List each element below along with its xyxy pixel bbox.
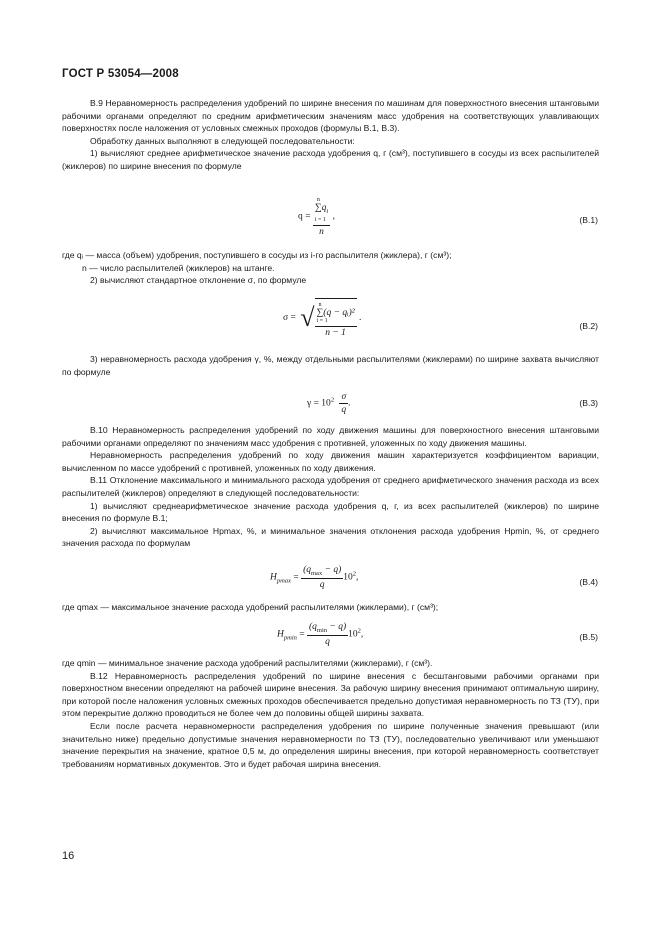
formula-lhs: γ = 10 [307,398,331,409]
page-number: 16 [62,850,75,862]
multiplier: 10 [343,572,353,583]
sqrt-icon: √ [300,303,315,332]
paragraph: n — число распылителей (жиклеров) на штанге. [82,262,275,273]
formula-punct: , [360,629,364,640]
paragraph: 2) вычисляют максимальное Hpmax, %, и минимальное значения отклонения расхода удобрения Hpmin, %, от среднего значения расхода по формулам [62,525,599,549]
paragraph: В.9 Неравномерность распределения удобрений по ширине внесения по машинам для поверхностного внесения штанговыми рабочими органами определяют по средним арифметическим значениям масс удобрения на соответствующих улавливающих поверхностях после наложения от условных смежных проходов (формулы В.1, В.3). [62,98,599,134]
numerator-subscript: min [316,626,328,634]
fraction [313,196,330,237]
formula-punct: , [356,572,359,583]
fraction [339,392,351,415]
numerator: σ [341,392,347,402]
multiplier: 10 [348,629,358,640]
section-b12 [62,657,599,770]
numerator-subscript: max [311,569,323,577]
sum-lower-limit: i = 1 [316,318,328,324]
paragraph: В.11 Отклонение максимального и минимального расхода удобрения от среднего арифметического значения расхода из всех распылителей (жиклеров) определяют в следующей последовательности: [62,475,599,498]
formula-lhs: H [277,629,284,640]
lhs-subscript: pmax [276,577,291,585]
sum-upper-limit: n [316,197,320,203]
paragraph: где qmax — максимальное значение расхода удобрений распылителями (жиклерами), г (см³); [62,602,439,612]
document-header: ГОСТ Р 53054—2008 [62,68,179,80]
formula-number: (В.2) [579,321,598,331]
formula-lhs: σ = [283,313,296,323]
paragraph: где qᵢ — масса (объем) удобрения, поступившего в сосуды из i-го распылителя (жиклера), г (см³); [62,250,452,260]
formula-b1 [298,196,335,237]
formula-number: (В.5) [579,632,598,642]
fraction [301,565,343,590]
paragraph: Неравномерность распределения удобрений по ходу движения машин характеризуется коэффициентом вариации, вычисленном по массе удобрений с противней, уложенных по ходу движения. [62,450,599,473]
fraction [307,622,348,647]
paragraph: 3) неравномерность расхода удобрения γ, %, между отдельными распылителями (жиклерами) по ширине захвата вычисляют по формуле [62,354,599,377]
sum-lower-limit: i = 1 [314,216,326,223]
legend-b4 [62,601,599,614]
numerator-tail: − q) [327,622,347,632]
paragraph: В.10 Неравномерность распределения удобрений по ходу движения машины для поверхностного внесения штанговыми рабочими органами определяют по значениям масс удобрения с противней, уложенных по ходу движения машины. [62,425,599,448]
formula-b3 [307,392,351,415]
denominator: q [325,636,330,647]
section-b10-b11 [62,424,599,550]
denominator: n − 1 [325,328,346,338]
formula-b2 [283,298,361,338]
paragraph: В.12 Неравномерность распределения удобрений по ширине внесения с бесштанговыми рабочими органами при поверхностном внесении определяют на рабочей ширине внесения. За рабочую ширину внесения принимают оптимальную ширину, при которой после наложения условных смежных проходов обеспечивается предельно допустимая неравномерность по ТЗ (ТУ), при этом перекрытие должно проводиться не более чем до половины общей ширины захвата. [62,670,599,719]
sum-expression: ∑(q − qᵢ)² [316,308,355,318]
exponent: 2 [330,396,335,404]
exponent: 2 [352,570,357,578]
paragraph: 1) вычисляют среднеарифметическое значение расхода удобрения q, г, из всех распылителей (жиклеров) по ширине внесения по формуле В.1; [62,500,599,524]
paragraph: 2) вычисляют стандартное отклонение σ, по формуле [90,275,307,286]
legend-b1 [62,249,599,287]
formula-number: (В.4) [579,577,598,587]
formula-punct: . [359,313,362,323]
numerator-tail: − q) [322,565,342,575]
exponent: 2 [357,627,361,635]
numerator: (q [303,565,311,575]
formula-punct: . [348,398,351,409]
formula-number: (В.1) [579,215,598,225]
equals-sign: = [299,629,305,640]
sum-symbol: ∑ [314,203,322,213]
formula-b5 [277,622,363,647]
lhs-subscript: pmin [283,634,297,642]
formula-b4 [270,565,358,590]
formula-lhs: q = [298,211,311,222]
sum-upper-limit: n [318,302,322,308]
numerator: (q [308,622,317,632]
paragraph: Если после расчета неравномерности распределения удобрения по ширине полученные значения превышают (или значительно ниже) предельно допустимые значения неравномерности по ТЗ (ТУ), последовательно увеличивают или уменьшают значение перекрытия на значение, кратное 0,5 м, до определения ширины внесения, при которой неравномерность соответствует требованиям нормативных документов. Это и будет рабочая ширина внесения. [62,720,599,769]
paragraph: где qmin — минимальное значение расхода удобрений распылителями (жиклерами), г (см³). [62,658,433,668]
equals-sign: = [293,572,299,583]
formula-number: (В.3) [579,398,598,408]
paragraph: 1) вычисляют среднее арифметическое значение расхода удобрения q, г (см³), поступившего в сосуды из всех распылителей (жиклеров) по ширине внесения по формуле [62,148,599,171]
sum-variable: q [321,203,327,213]
fraction [315,301,357,338]
section-b9 [62,97,599,173]
formula-lhs: H [270,572,277,583]
paragraph: Обработку данных выполняют в следующей последовательности: [90,135,355,146]
section-gamma [62,353,599,378]
denominator: q [341,405,347,415]
formula-punct: , [332,211,335,222]
sum-index: i [326,207,329,215]
denominator: q [319,579,325,590]
denominator: n [319,226,324,237]
